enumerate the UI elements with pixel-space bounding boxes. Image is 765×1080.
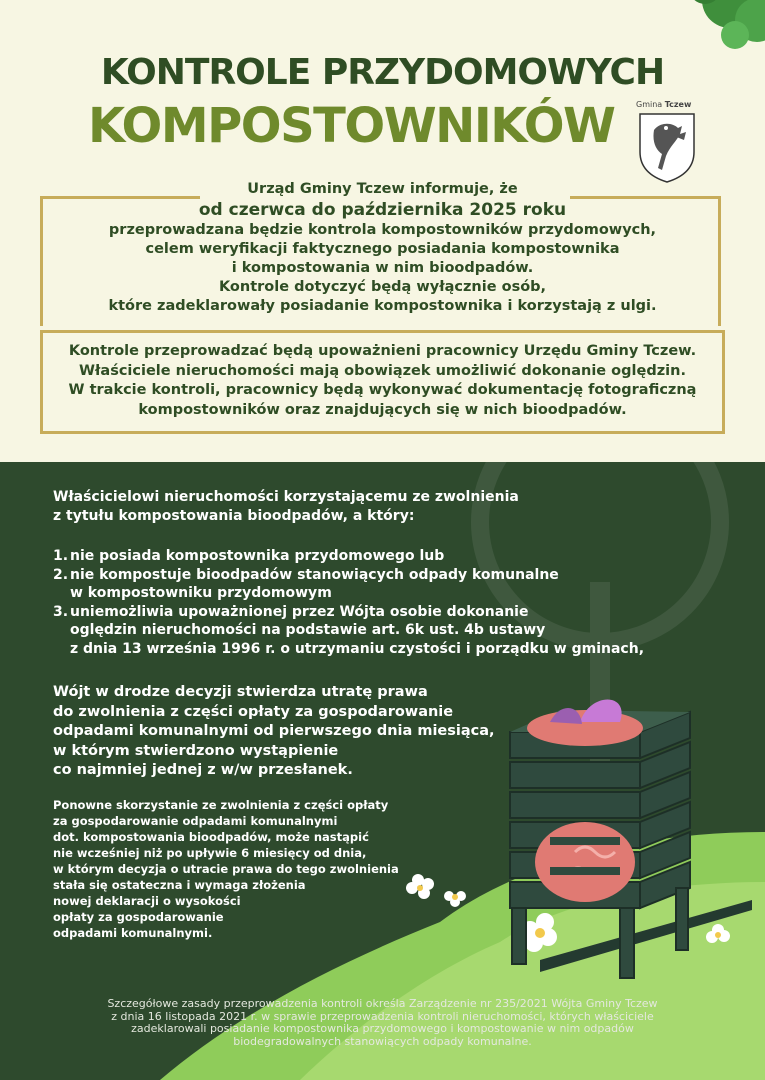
inspection-line: Kontrole przeprowadzać będą upoważnieni pracownicy Urzędu Gminy Tczew.	[68, 343, 697, 359]
footer-line: z dnia 16 listopada 2021 r. w sprawie przeprowadzenia kontroli nieruchomości, których właściciele	[111, 1009, 654, 1023]
notice-line: i kompostowania w nim bioodpadów.	[231, 260, 534, 276]
reuse-line: odpadami komunalnymi.	[53, 926, 213, 940]
notice-line: przeprowadzana będzie kontrola kompostowników przydomowych,	[108, 222, 657, 238]
header-section	[0, 0, 765, 462]
notice-line: Kontrole dotyczyć będą wyłącznie osób,	[218, 279, 547, 295]
reuse-text	[53, 797, 399, 941]
reuse-line: nie wcześniej niż po upływie 6 miesięcy od dnia,	[53, 846, 367, 860]
notice-line: które zadeklarowały posiadanie kompostownika i korzystają z ulgi.	[108, 298, 657, 314]
footer-line: Szczegółowe zasady przeprowadzenia kontroli określa Zarządzenie nr 235/2021 Wójta Gminy Tczew	[107, 997, 658, 1010]
inspection-line: Właściciele nieruchomości mają obowiązek umożliwić dokonanie oględzin.	[79, 362, 686, 379]
notice-box	[40, 180, 725, 316]
list-item	[53, 603, 644, 659]
reuse-line: w którym decyzja o utracie prawa do tego zwolnienia	[53, 862, 399, 876]
inspection-line: kompostowników oraz znajdujących się w nich bioodpadów.	[138, 401, 627, 418]
footer-line: biodegradowalnych stanowiących odpady komunalne.	[233, 1034, 532, 1048]
notice-line: celem weryfikacji faktycznego posiadania kompostownika	[145, 241, 620, 257]
conditions-intro	[53, 488, 519, 526]
list-item-text: nie kompostuje bioodpadów stanowiących odpady komunalne	[70, 566, 559, 583]
reuse-line: za gospodarowanie odpadami komunalnymi	[53, 814, 338, 828]
page-title-line2: KOMPOSTOWNIKÓW	[88, 98, 615, 154]
list-item-text: oględzin nieruchomości na podstawie art. 6k ust. 4b ustawy	[70, 622, 546, 638]
decision-line: co najmniej jednej z w/w przesłanek.	[53, 762, 353, 778]
notice-period: od czerwca do października 2025 roku	[198, 200, 567, 220]
list-item-number: 1.	[53, 548, 69, 564]
list-item-text: w kompostowniku przydomowym	[70, 585, 332, 601]
decision-line: do zwolnienia z części opłaty za gospodarowanie	[53, 703, 454, 720]
compost-bin-illustration	[490, 692, 760, 982]
inspection-line: W trakcie kontroli, pracownicy będą wykonywać dokumentację fotograficzną	[68, 382, 697, 398]
list-item-number: 2.	[53, 566, 69, 583]
list-item-number: 3.	[53, 603, 69, 620]
crest-label-name: Tczew	[664, 100, 692, 109]
footer-legal-note	[40, 998, 725, 1048]
reuse-line: opłaty za gospodarowanie	[53, 910, 224, 924]
coat-of-arms-icon	[636, 112, 698, 184]
decision-text	[53, 683, 495, 781]
crest-label-prefix: Gmina	[636, 100, 663, 109]
page-title-line1: KONTROLE PRZYDOMOWYCH	[100, 52, 665, 93]
reuse-line: nowej deklaracji o wysokości	[53, 894, 241, 908]
reuse-line: stała się ostateczna i wymaga złożenia	[53, 878, 306, 892]
conditions-list	[53, 547, 644, 658]
list-item	[53, 547, 644, 566]
notice-intro: Urząd Gminy Tczew informuje, że	[247, 181, 518, 197]
decision-line: Wójt w drodze decyzji stwierdza utratę prawa	[53, 684, 428, 700]
conditions-section	[0, 462, 765, 1080]
list-item-text: z dnia 13 września 1996 r. o utrzymaniu czystości i porządku w gminach,	[70, 640, 645, 657]
list-item	[53, 566, 644, 603]
intro-line: z tytułu kompostowania bioodpadów, a który:	[53, 508, 415, 524]
list-item-text: uniemożliwia upoważnionej przez Wójta osobie dokonanie	[70, 603, 529, 620]
footer-line: zadeklarowali posiadanie kompostownika przydomowego i kompostowanie w nim odpadów	[131, 1022, 634, 1035]
leaves-decoration-icon	[675, 0, 765, 60]
list-item-text: nie posiada kompostownika przydomowego lub	[70, 548, 445, 564]
reuse-line: dot. kompostowania bioodpadów, może nastąpić	[53, 830, 369, 844]
decision-line: w którym stwierdzono wystąpienie	[53, 742, 339, 759]
intro-line: Właścicielowi nieruchomości korzystającemu ze zwolnienia	[53, 489, 519, 505]
decision-line: odpadami komunalnymi od pierwszego dnia miesiąca,	[53, 723, 495, 739]
inspection-box	[40, 342, 725, 420]
crest-label	[636, 100, 691, 109]
reuse-line: Ponowne skorzystanie ze zwolnienia z części opłaty	[53, 798, 389, 812]
